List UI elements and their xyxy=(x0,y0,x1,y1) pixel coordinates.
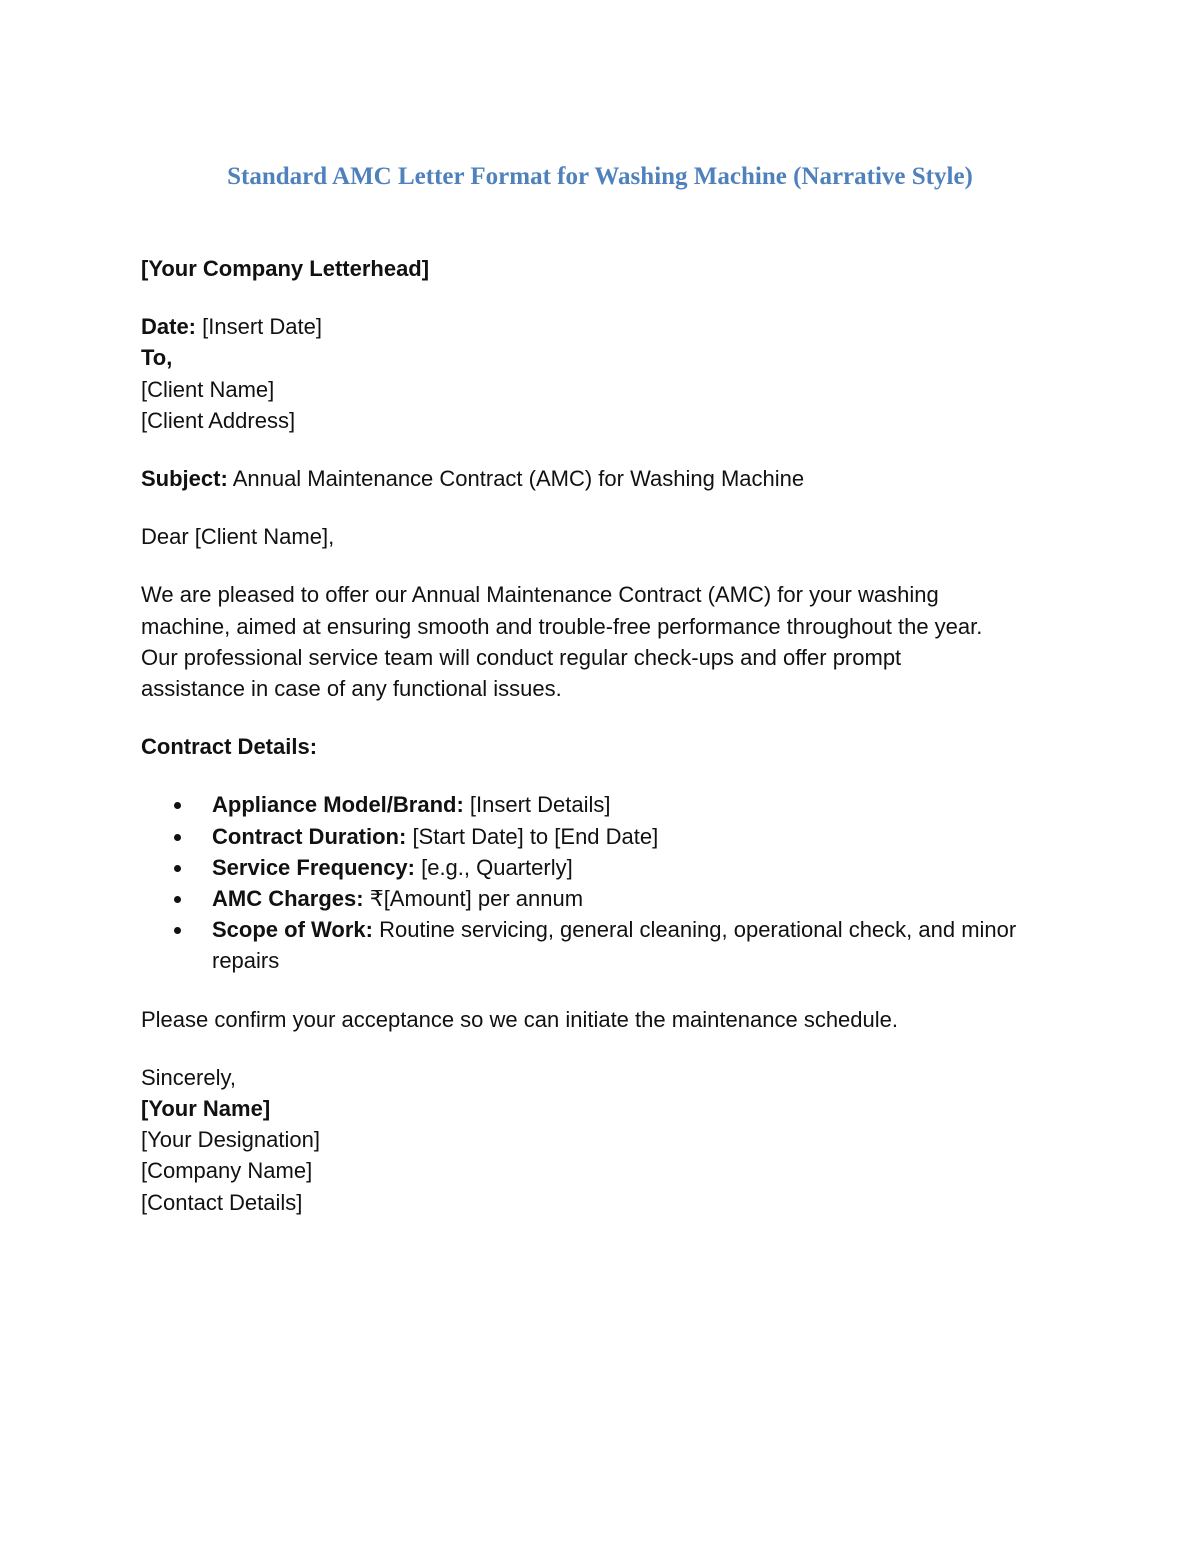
subject-line xyxy=(141,463,1071,494)
date-value: [Insert Date] xyxy=(196,314,322,340)
bullet-icon xyxy=(174,865,181,872)
item-value: Routine servicing, general cleaning, operational check, and minor repairs xyxy=(212,917,1017,974)
bullet-icon xyxy=(174,896,181,903)
designation: [Your Designation] xyxy=(141,1127,320,1153)
client-address: [Client Address] xyxy=(141,407,296,433)
bullet-icon xyxy=(174,927,181,934)
to-label: To, xyxy=(141,345,173,371)
company-name: [Company Name] xyxy=(141,1158,313,1184)
salutation: Dear [Client Name], xyxy=(141,524,335,550)
salutation-block xyxy=(141,521,1071,552)
item-value: [Start Date] to [End Date] xyxy=(406,823,659,849)
item-value: [e.g., Quarterly] xyxy=(414,854,573,880)
intro-line: assistance in case of any functional issues. xyxy=(141,676,562,702)
item-label: Service Frequency: xyxy=(212,854,415,880)
letter-body xyxy=(141,253,1071,1245)
subject-value: Annual Maintenance Contract (AMC) for Washing Machine xyxy=(227,466,805,492)
bullet-icon xyxy=(174,834,181,841)
contract-heading-block xyxy=(141,731,1071,762)
list-item xyxy=(141,883,1071,914)
date-label: Date: xyxy=(141,314,197,340)
letterhead: [Your Company Letterhead] xyxy=(141,256,430,281)
contract-details-list xyxy=(141,789,1071,976)
closing-request-block xyxy=(141,1004,1071,1035)
subject-block xyxy=(141,463,1071,494)
address-block xyxy=(141,311,1071,436)
signature-block xyxy=(141,1062,1071,1218)
your-name: [Your Name] xyxy=(141,1096,271,1122)
list-item xyxy=(141,821,1071,852)
list-item xyxy=(141,914,1071,976)
contract-heading: Contract Details: xyxy=(141,734,318,760)
item-value: [Insert Details] xyxy=(463,792,611,818)
document-title: Standard AMC Letter Format for Washing Machine (Narrative Style) xyxy=(227,163,973,190)
item-label: Scope of Work: xyxy=(212,917,373,943)
intro-line: machine, aimed at ensuring smooth and trouble-free performance throughout the year. xyxy=(141,613,983,639)
item-label: Contract Duration: xyxy=(212,823,407,849)
letterhead-block xyxy=(141,253,1071,284)
sign-off: Sincerely, xyxy=(141,1064,236,1090)
item-label: AMC Charges: xyxy=(212,886,364,912)
subject-label: Subject: xyxy=(141,466,228,492)
bullet-icon xyxy=(174,802,181,809)
intro-line: We are pleased to offer our Annual Maintenance Contract (AMC) for your washing xyxy=(141,582,939,608)
list-item xyxy=(141,852,1071,883)
item-value: ₹[Amount] per annum xyxy=(363,886,584,912)
intro-paragraph xyxy=(141,579,1071,704)
contact-details: [Contact Details] xyxy=(141,1189,303,1215)
client-name: [Client Name] xyxy=(141,376,275,402)
item-label: Appliance Model/Brand: xyxy=(212,792,464,818)
intro-line: Our professional service team will conduct regular check-ups and offer prompt xyxy=(141,644,902,670)
list-item xyxy=(141,789,1071,820)
closing-request: Please confirm your acceptance so we can initiate the maintenance schedule. xyxy=(141,1006,898,1032)
date-line xyxy=(141,311,1071,342)
